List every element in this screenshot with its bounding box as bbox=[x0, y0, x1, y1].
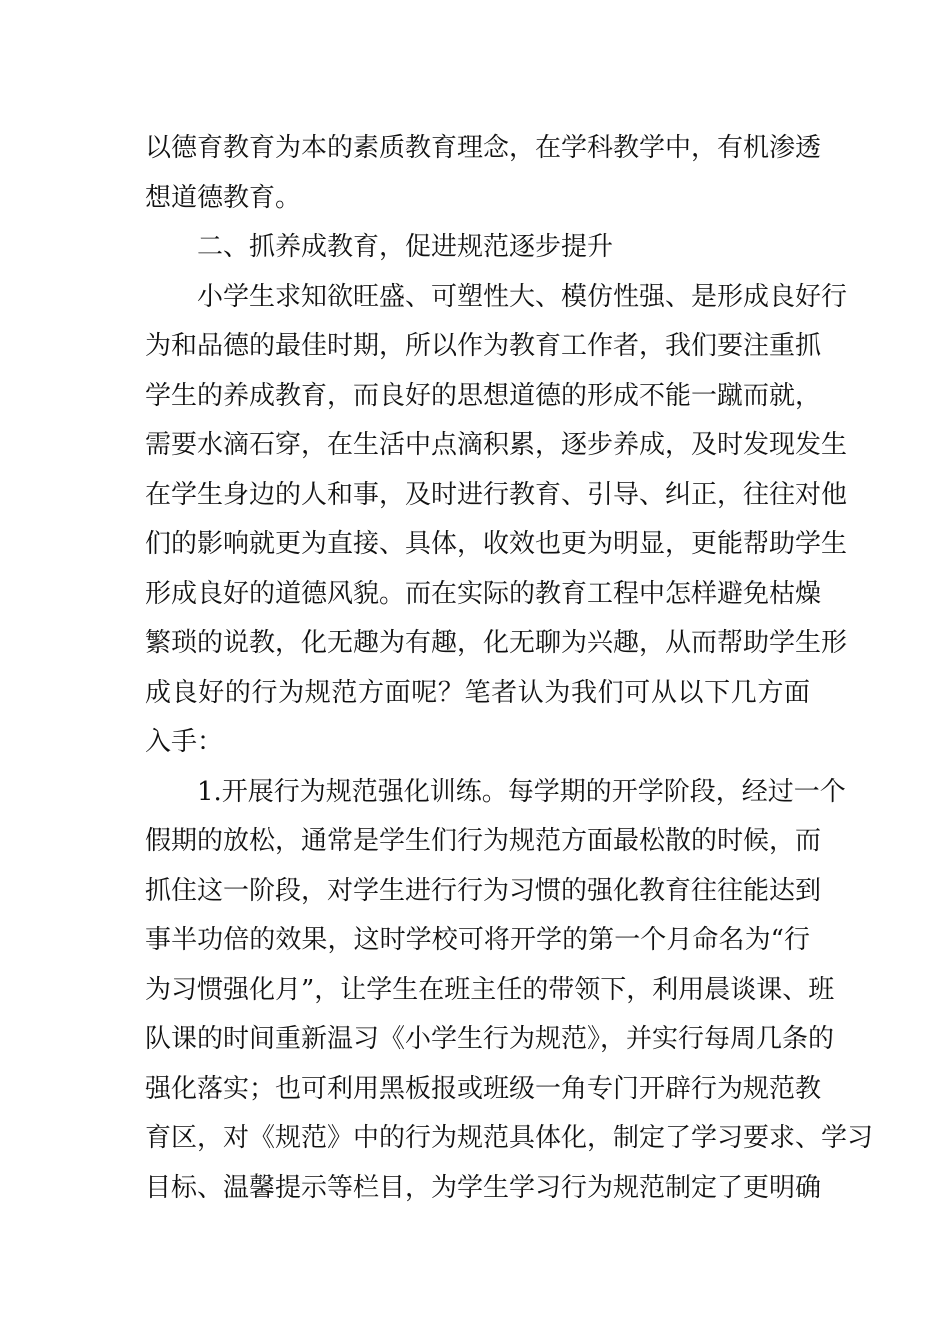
text-line: 形成良好的道德风貌。而在实际的教育工程中怎样避免枯燥 bbox=[145, 578, 822, 609]
text-line: 目标、温馨提示等栏目，为学生学习行为规范制定了更明确 bbox=[145, 1172, 822, 1203]
text-line: 强化落实；也可利用黑板报或班级一角专门开辟行为规范教 bbox=[145, 1073, 822, 1104]
text-line: 需要水滴石穿，在生活中点滴积累，逐步养成，及时发现发生 bbox=[145, 430, 848, 460]
text-line: 为习惯强化月”，让学生在班主任的带领下，利用晨谈课、班 bbox=[145, 974, 835, 1005]
text-line: 抓住这一阶段，对学生进行行为习惯的强化教育往往能达到 bbox=[145, 875, 822, 906]
text-line: 学生的养成教育，而良好的思想道德的形成不能一蹴而就， bbox=[145, 380, 822, 411]
text-line: 假期的放松，通常是学生们行为规范方面最松散的时候，而 bbox=[145, 826, 822, 856]
text-line: 们的影响就更为直接、具体，收效也更为明显，更能帮助学生 bbox=[145, 529, 848, 559]
text-line: 育区，对《规范》中的行为规范具体化，制定了学习要求、学习 bbox=[145, 1123, 874, 1153]
text-line: 想道德教育。 bbox=[145, 182, 302, 213]
text-line: 以德育教育为本的素质教育理念，在学科教学中，有机渗透 bbox=[145, 133, 822, 163]
text-line: 入手： bbox=[145, 727, 224, 757]
text-line: 为和品德的最佳时期，所以作为教育工作者，我们要注重抓 bbox=[145, 331, 822, 361]
body-text bbox=[145, 124, 874, 1213]
text-line: 队课的时间重新温习《小学生行为规范》，并实行每周几条的 bbox=[145, 1024, 835, 1054]
text-line: 小学生求知欲旺盛、可塑性大、模仿性强、是形成良好行 bbox=[197, 281, 848, 312]
text-line: 繁琐的说教，化无趣为有趣，化无聊为兴趣，从而帮助学生形 bbox=[145, 628, 848, 658]
section-heading: 二、抓养成教育，促进规范逐步提升 bbox=[197, 232, 614, 262]
text-line: 成良好的行为规范方面呢？笔者认为我们可从以下几方面 bbox=[145, 677, 810, 708]
text-line: 1.开展行为规范强化训练。每学期的开学阶段，经过一个 bbox=[197, 776, 846, 807]
text-line: 事半功倍的效果，这时学校可将开学的第一个月命名为“行 bbox=[145, 925, 810, 955]
text-line: 在学生身边的人和事，及时进行教育、引导、纠正，往往对他 bbox=[145, 479, 848, 510]
